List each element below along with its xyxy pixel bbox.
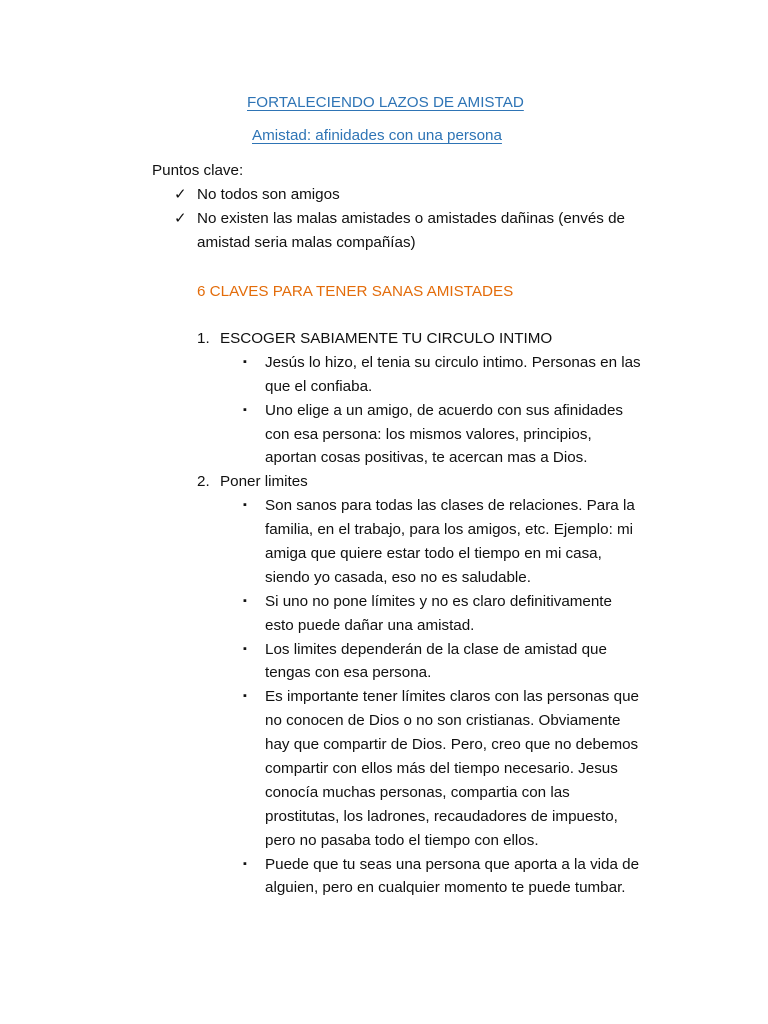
- bullet-item: [243, 351, 641, 399]
- bullet-text: no conocen de Dios o no son cristianas. Obviamente: [265, 712, 621, 730]
- bullet-text: familia, en el trabajo, para los amigos, etc. Ejemplo: mi: [265, 521, 634, 539]
- document-subtitle: Amistad: afinidades con una persona: [252, 127, 502, 144]
- document-title: FORTALECIENDO LAZOS DE AMISTAD: [247, 94, 524, 111]
- bullet-text: con esa persona: los mismos valores, principios,: [265, 425, 592, 443]
- bullet-item: [243, 638, 641, 686]
- bullet-text: prostitutas, los ladrones, recaudadores de impuesto,: [265, 807, 618, 825]
- numbered-item: [197, 327, 641, 470]
- bullet-text: Puede que tu seas una persona que aporta a la vida de: [265, 855, 640, 873]
- bullet-text: compartir con ellos más del tiempo necesario. Jesus: [265, 760, 618, 778]
- bullet-item: [243, 853, 641, 901]
- square-bullet-icon: ▪: [243, 594, 247, 607]
- square-bullet-icon: ▪: [243, 642, 247, 655]
- bullet-text: conocía muchas personas, compartia con las: [265, 783, 570, 801]
- bullet-text: Uno elige a un amigo, de acuerdo con sus afinidades: [265, 401, 623, 419]
- bullet-item: [243, 590, 641, 638]
- item-label: ESCOGER SABIAMENTE TU CIRCULO INTIMO: [220, 330, 553, 347]
- square-bullet-icon: ▪: [243, 403, 247, 416]
- bullet-text: Los limites dependerán de la clase de amistad que: [265, 640, 607, 658]
- key-point-text: No existen las malas amistades o amistades dañinas (envés de: [197, 209, 626, 227]
- bullet-text: pero no pasaba todo el tiempo con ellos.: [265, 831, 539, 849]
- checkmark-icon: ✓: [174, 209, 187, 227]
- square-bullet-icon: ▪: [243, 355, 247, 368]
- bullet-text: que el confiaba.: [265, 377, 373, 395]
- numbered-list: [197, 327, 641, 900]
- section-heading: 6 CLAVES PARA TENER SANAS AMISTADES: [197, 283, 514, 300]
- square-bullet-icon: ▪: [243, 857, 247, 870]
- bullet-text: siendo yo casada, eso no es saludable.: [265, 568, 531, 586]
- bullet-text: tengas con esa persona.: [265, 664, 432, 682]
- bullet-text: esto puede dañar una amistad.: [265, 616, 475, 634]
- key-point-item: [174, 183, 625, 207]
- bullet-text: hay que compartir de Dios. Pero, creo que no debemos: [265, 736, 639, 754]
- item-number: 1.: [197, 330, 210, 347]
- bullet-text: amiga que quiere estar todo el tiempo en mi casa,: [265, 545, 602, 563]
- bullet-text: Es importante tener límites claros con las personas que: [265, 688, 639, 706]
- checkmark-icon: ✓: [174, 186, 187, 203]
- bullet-text: Jesús lo hizo, el tenia su circulo intimo. Personas en las: [265, 353, 641, 371]
- item-label: Poner limites: [220, 473, 308, 491]
- numbered-item: [197, 470, 641, 900]
- key-points-list: [174, 183, 625, 255]
- bullet-text: alguien, pero en cualquier momento te puede tumbar.: [265, 879, 626, 897]
- square-bullet-icon: ▪: [243, 499, 247, 512]
- bullet-text: Son sanos para todas las clases de relaciones. Para la: [265, 497, 635, 515]
- bullet-text: Si uno no pone límites y no es claro definitivamente: [265, 592, 612, 610]
- bullet-item: [243, 399, 641, 471]
- square-bullet-icon: ▪: [243, 690, 247, 703]
- bullet-text: aportan cosas positivas, te acercan mas a Dios.: [265, 449, 588, 467]
- bullet-item: [243, 685, 641, 852]
- key-points-label: Puntos clave:: [152, 162, 244, 179]
- key-point-text: amistad seria malas compañías): [197, 233, 416, 251]
- bullet-item: [243, 494, 641, 590]
- key-point-text: No todos son amigos: [197, 186, 340, 203]
- item-number: 2.: [197, 473, 210, 491]
- key-point-item: [174, 207, 625, 255]
